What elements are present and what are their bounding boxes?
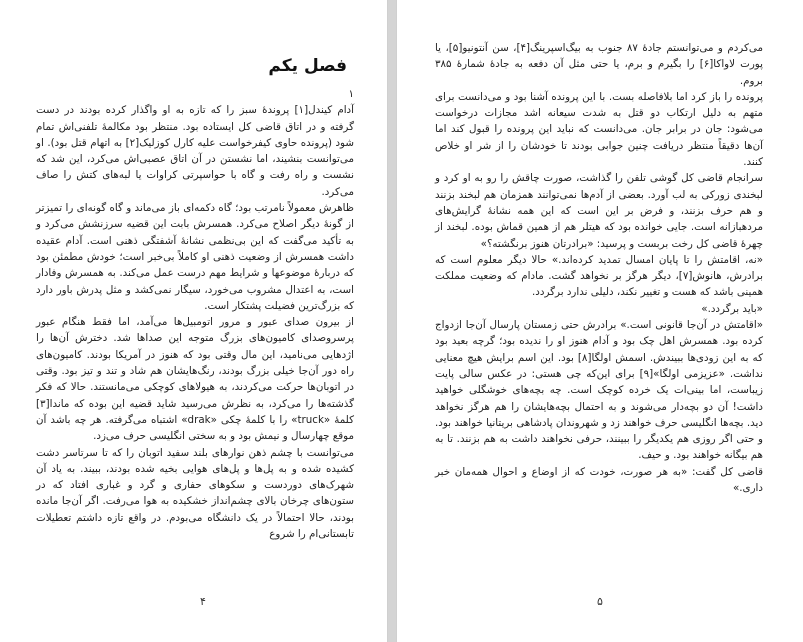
page-number: ۴ (200, 595, 206, 608)
left-page-body (36, 86, 354, 542)
left-page (0, 0, 388, 642)
paragraph: ظاهرش معمولاً نامرتب بود؛ گاه دکمه‌ای باز می‌ماند و گاه گونه‌ای را تمیزتر از گونهٔ دیگر اصلاح می‌کرد. همسرش بابت این قضیه سرزنشش می‌کرد و به تأکید می‌گفت که این بی‌نظمی نشانهٔ آشفتگی ذهنی است. آدام عقیده داشت همسرش از وضعیت ذهنی او کاملاً بی‌خبر است؛ خودش مطمئن بود که دربارهٔ موضوعها و شرایط مهم درست عمل می‌کند. به همسرش وفادار است، به اعتدال مشروب می‌خورد، سیگار نمی‌کشد و مثل پدرش باور دارد که بزرگ‌ترین فضیلت پشتکار است. (36, 202, 354, 312)
paragraph: سرانجام قاضی کل گوشی تلفن را گذاشت، صورت چاقش را رو به او کرد و لبخندی زورکی به لب آورد. بعضی از آدم‌ها نمی‌توانند همزمان هم لبخند بزنند و هم حرف بزنند، و فرض بر این است که این همه نشانهٔ گرایش‌های مردهبازانه است. جایی خوانده بود که هیتلر هم از همین قماش بوده. لبخند از چهرهٔ قاضی کل رخت بربست و پرسید: «برادرتان هنوز برنگشته؟» (435, 172, 763, 250)
paragraph: می‌توانست با چشم ذهن نوارهای بلند سفید اتوبان را که تا سرتاسر دشت کشیده شده و به پل‌ها و پل‌های هوایی بخیه شده بودند، ببیند. به یاد آن شهرک‌های دوردست و سکوهای حفاری و گرد و غباری افتاد که در ستون‌های چرخان بالای چشم‌انداز خشکیده به هوا می‌رفت. اگر آن‌جا مانده بودند، حالا احتمالاً در یک دانشگاه می‌بودم. در واقع تازه داشتم تعطیلات تابستانی‌ام را شروع (36, 446, 354, 541)
section-number: ۱ (348, 88, 354, 100)
paragraph: «نه، اقامتش را تا پایان امسال تمدید کرده‌اند.» حالا دیگر معلوم است که برادرش، هانوش[۷]، دیگر هرگز بر نخواهد گشت. مادام که وضعیت مملکت همینی باشد که هست و تغییر نکند، دلیلی ندارد برگردد. (435, 253, 763, 299)
right-page-body (435, 40, 763, 496)
paragraph: می‌کردم و می‌توانستم جادهٔ ۸۷ جنوب به بیگ‌اسپرینگ[۴]، سن آنتونیو[۵]، یا پورت لاواکا[۶] را بگیرم و برم، یا حتی مثل آن دفعه به جادهٔ شمارهٔ ۳۸۵ بروم. (435, 42, 763, 87)
paragraph: قاضی کل گفت: «به هر صورت، خودت که از اوضاع و احوال همه‌مان خبر داری.» (435, 465, 763, 495)
right-page (396, 0, 803, 642)
paragraph: آدام کیندل[۱] پرونده‌ٔ سبز را که تازه به او واگذار کرده بودند در دست گرفته و در اتاق قاضی کل ایستاده بود. منتظر بود مکالمهٔ تلفنی‌اش تمام شود (پرونده حاوی کیفرخواست علیه کارل کوزلیک[۲] به اتهام قتل بود). او می‌توانست بنشیند، اما نشستن در آن اتاق عصبی‌اش می‌کرد، این شد که نشست و راه رفت و گاه با حواسپرتی کراوات یا لبه‌های کتش را صاف می‌کرد. (36, 104, 354, 198)
book-gutter (388, 0, 396, 642)
page-number: ۵ (597, 595, 603, 608)
chapter-title: فصل یکم (268, 56, 347, 76)
paragraph: «اقامتش در آن‌جا قانونی است.» برادرش حتی زمستان پارسال آن‌جا ازدواج کرده بود. همسرش اهل چک بود و آدام هنوز او را ندیده بود؛ گرچه بعید بود که به این زودی‌ها ببیندش. اسمش اولگا[۸] بود. این اسم برایش هیچ معنایی نداشت. «عزیزمی اولگا»[۹] برای این‌که چی هستی: در عکس سالی پایت زیباست، اما بینی‌ات یک خرده کوچک است. چه بچه‌های خوشگلی خواهید داشت! آن دو بچه‌دار می‌شوند و به احتمال بچه‌هایشان را هم هرگز نخواهد دید. بچه‌ها انگلیسی حرف خواهند زد و شهروندان پادشاهی بریتانیا خواهند بود. و حتی اگر روزی هم یکدیگر را ببینند، حرفی نخواهند داشت به هم بزنند. تا به هم بیگانه خواهند بود. و حیف. (435, 319, 764, 462)
paragraph: از بیرون صدای عبور و مرور اتومبیل‌ها می‌آمد، اما فقط هنگام عبور پرسروصدای کامیون‌های بزرگ متوجه این صداها شد. دخترش آن‌ها را اژدهایی می‌نامید، این مال وقتی بود که هنوز در آمریکا بودند. کامیون‌های راه دور آن‌جا خیلی بزرگ بودند، رنگ‌هایشان هم شاد و تند و تیز بود. وقتی در اتوبان‌ها حرکت می‌کردند، به هیولاهای کوچکی می‌مانستند. حالا که فکر گذشته‌ها را می‌کرد، به نظرش می‌رسید شاید قضیه این بوده که ماندا[۳] کلمهٔ «truck» را با کلمهٔ چکی «drak» اشتباه می‌گرفته. هر چه باشد آن موقع چهارسال و نیمش بود و به سختی انگلیسی حرف می‌زد. (36, 316, 354, 443)
paragraph: «باید برگردد.» (701, 302, 763, 315)
paragraph: پرونده را باز کرد اما بلافاصله بست. با این پرونده آشنا بود و می‌دانست برای متهم به دلیل ارتکاب دو قتل به شدت سیعانه اشد مجازات درخواست می‌شود: جان در برابر جان. می‌دانست که نباید این پرونده را قبول کند اما آن‌ها دقیقاً منتظر دریافت چنین جوابی بودند تا خودشان را از شر او خلاص کنند. (435, 90, 763, 169)
